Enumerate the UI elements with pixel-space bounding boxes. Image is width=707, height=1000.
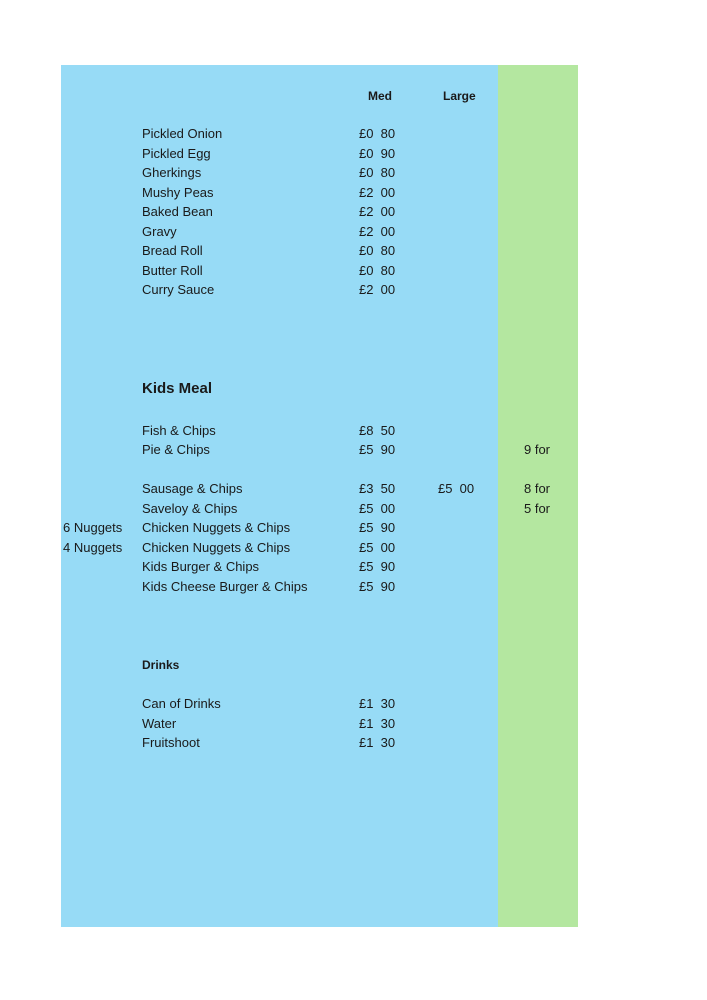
item-name: Fruitshoot — [142, 735, 200, 750]
item-price-med: £0 90 — [359, 146, 396, 161]
item-price-med: £5 90 — [359, 559, 396, 574]
item-price-med: £5 90 — [359, 442, 396, 457]
item-name: Water — [142, 716, 177, 731]
offer-note: 8 for — [523, 481, 550, 496]
item-name: Gravy — [142, 224, 177, 239]
item-price-med: £5 90 — [359, 520, 396, 535]
item-name: Baked Bean — [142, 204, 213, 219]
item-name: Fish & Chips — [142, 423, 216, 438]
item-price-med: £1 30 — [359, 716, 396, 731]
section-title-drinks: Drinks — [142, 658, 180, 672]
item-name: Curry Sauce — [142, 282, 215, 297]
item-price-med: £5 00 — [359, 540, 396, 555]
item-name: Gherkings — [142, 165, 202, 180]
item-name: Chicken Nuggets & Chips — [142, 520, 291, 535]
item-price-med: £3 50 — [359, 481, 396, 496]
item-price-med: £8 50 — [359, 423, 396, 438]
item-price-large: £5 00 — [438, 481, 475, 496]
offer-note: 5 for — [523, 501, 550, 516]
menu-panel-blue — [61, 65, 498, 927]
item-price-med: £0 80 — [359, 243, 396, 258]
offer-note: 9 for — [523, 442, 550, 457]
item-name: Sausage & Chips — [142, 481, 243, 496]
item-price-med: £2 00 — [359, 204, 396, 219]
item-name: Mushy Peas — [142, 185, 214, 200]
item-price-med: £1 30 — [359, 735, 396, 750]
item-name: Kids Cheese Burger & Chips — [142, 579, 308, 594]
item-price-med: £0 80 — [359, 165, 396, 180]
item-name: Bread Roll — [142, 243, 203, 258]
column-header-med: Med — [368, 89, 392, 103]
item-price-med: £1 30 — [359, 696, 396, 711]
item-price-med: £0 80 — [359, 126, 396, 141]
item-price-med: £2 00 — [359, 282, 396, 297]
item-name: Kids Burger & Chips — [142, 559, 260, 574]
item-price-med: £2 00 — [359, 185, 396, 200]
column-header-large: Large — [443, 89, 476, 103]
item-name: Pickled Egg — [142, 146, 211, 161]
item-name: Pickled Onion — [142, 126, 223, 141]
item-name: Saveloy & Chips — [142, 501, 238, 516]
item-name: Chicken Nuggets & Chips — [142, 540, 291, 555]
item-price-med: £5 00 — [359, 501, 396, 516]
item-name: Butter Roll — [142, 263, 203, 278]
side-note-nuggets: 6 Nuggets — [63, 520, 123, 535]
section-title-kids-meal: Kids Meal — [142, 380, 213, 397]
side-note-nuggets: 4 Nuggets — [63, 540, 123, 555]
item-name: Pie & Chips — [142, 442, 210, 457]
item-price-med: £2 00 — [359, 224, 396, 239]
item-price-med: £0 80 — [359, 263, 396, 278]
item-name: Can of Drinks — [142, 696, 221, 711]
item-price-med: £5 90 — [359, 579, 396, 594]
